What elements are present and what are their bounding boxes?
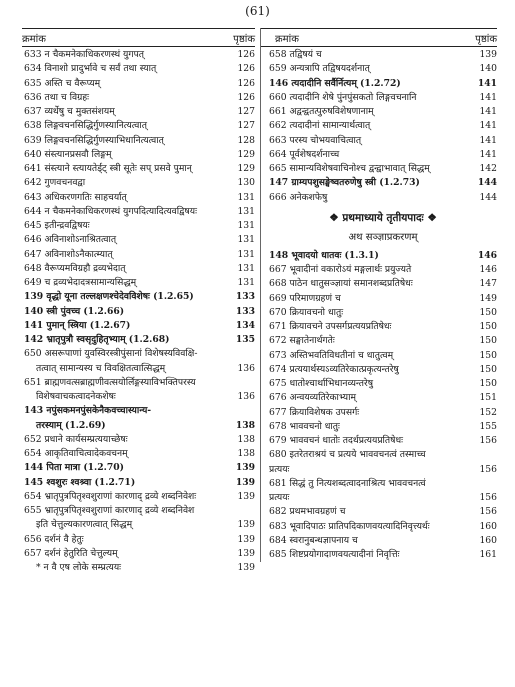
entry-text: 652 प्रधाने कार्यसम्प्रत्ययाच्छेषः <box>24 433 128 445</box>
entry-page: 144 <box>479 191 497 203</box>
index-entry <box>22 404 255 418</box>
entry-page: 126 <box>237 91 255 103</box>
entry-page: 133 <box>235 305 255 317</box>
index-entry <box>269 249 497 263</box>
index-entry <box>269 377 497 391</box>
entry-text: 670 क्रियावचनो धातुः <box>269 306 344 318</box>
entry-page: 141 <box>479 91 497 103</box>
entry-page <box>473 477 497 491</box>
entry-page: 138 <box>237 433 255 445</box>
index-entry <box>22 518 255 532</box>
entry-text: 659 अन्यत्रापि तद्विषयदर्शनात् <box>269 63 370 75</box>
entry-page: 150 <box>479 306 497 318</box>
entry-text: 667 भूवादीनां वकारोऽयं मङ्गलार्थः प्रयुज्यते <box>269 264 412 275</box>
entry-page: 160 <box>479 534 497 546</box>
index-entry <box>22 533 255 547</box>
entry-text: 685 शिष्टप्रयोगादाणवयत्यादीनां निवृत्तिः <box>269 549 400 560</box>
entry-page: 147 <box>479 278 497 290</box>
page-number: (61) <box>245 4 270 18</box>
index-entry <box>269 463 497 477</box>
entry-page: 138 <box>237 448 255 459</box>
index-entry <box>22 447 255 461</box>
entry-text: 654 भ्रातृपुत्रपितृश्वशुराणां कारणाद् द्रव्ये शब्दनिवेशः <box>24 490 197 502</box>
entry-page: 139 <box>237 519 255 531</box>
entry-text: 643 अधिकरणगतिः साहचर्यात् <box>24 191 127 203</box>
entry-page: 141 <box>479 120 497 132</box>
index-entry <box>269 134 497 148</box>
entry-text: 660 त्यदादीनि शेषे पुंनपुंसकतो लिङ्गवचनानि <box>269 91 417 103</box>
index-entry <box>22 262 255 276</box>
entry-page: 134 <box>235 319 255 331</box>
index-entry <box>22 376 255 390</box>
entry-text: 645 इतीन्द्रवद्विषयः <box>24 220 90 231</box>
entry-text: 634 विनाशो प्रादुर्भावे च सर्वं तथा स्यात् <box>24 63 157 75</box>
entry-text: 141 पुमान् स्त्रिया (1.2.67) <box>24 319 131 331</box>
index-entry <box>269 48 497 62</box>
entry-text: 642 गुणवचनवद्वा <box>24 177 86 189</box>
entry-page: 150 <box>479 363 497 375</box>
entry-page: 129 <box>237 163 255 174</box>
index-entry <box>269 148 497 162</box>
entry-text: 145 श्वशुरः श्वश्र्वा (1.2.71) <box>24 476 136 488</box>
entry-text: 672 सङ्घातेनार्थगतेः <box>269 335 335 347</box>
entry-text: 655 भ्रातृपुत्रपितृश्वशुराणां कारणाद् द्रव्ये शब्दनिवेश <box>24 505 195 516</box>
index-entry <box>22 547 255 561</box>
entry-text: प्रत्ययः <box>269 463 290 475</box>
entry-text: 651 ब्राह्मणवत्सब्राह्मणीवत्सयोर्लिङ्गस्याविभक्तिपरस्य <box>24 376 196 388</box>
entry-text: 666 अनेकशफेषु <box>269 191 328 203</box>
index-entry <box>22 191 255 205</box>
index-entry <box>269 306 497 320</box>
entry-page: 131 <box>237 262 255 274</box>
entry-text: 679 भाववचनं धातोः तदर्थप्रत्ययप्रतिषेधः <box>269 435 403 446</box>
left-column <box>22 28 255 575</box>
right-column <box>260 28 497 562</box>
entry-page: 131 <box>237 277 255 288</box>
index-entry <box>269 548 497 562</box>
chapter-section-subtitle: अथ सञ्ज्ञाप्रकरणम् <box>348 231 418 243</box>
entry-page: 156 <box>479 435 497 446</box>
index-entry <box>22 77 255 91</box>
entry-text: 671 क्रियावचने उपसर्गप्रत्ययप्रतिषेधः <box>269 321 392 332</box>
entry-text: 683 भूवादिपाठः प्रातिपदिकाणवयत्यादिनिवृत्त्यर्थः <box>269 520 430 532</box>
entry-page: 131 <box>237 234 255 246</box>
index-entry <box>22 561 255 575</box>
entry-text: 640 संस्त्यानप्रसवौ लिङ्गम् <box>24 148 112 160</box>
index-entry <box>22 105 255 119</box>
entry-text: 657 दर्शनं हेतुरिति चेत्तुल्यम् <box>24 547 118 559</box>
entry-page: 141 <box>479 148 497 160</box>
entry-page: 141 <box>479 134 497 146</box>
entry-page: 138 <box>235 419 255 431</box>
entry-text: 148 भूवादयो धातवः (1.3.1) <box>269 249 379 261</box>
index-entry <box>22 333 255 347</box>
entry-page <box>229 504 255 518</box>
entry-text: तरस्याम् (1.2.69) <box>36 419 106 431</box>
index-entry <box>269 191 497 205</box>
index-entry <box>269 119 497 133</box>
index-entry <box>22 91 255 105</box>
entry-text: 637 व्यर्थेषु च मुक्तसंशयम् <box>24 106 115 117</box>
entry-page: 156 <box>479 492 497 503</box>
index-entry <box>269 520 497 534</box>
index-entry <box>22 205 255 219</box>
entry-text: 147 ग्राम्यपशुसङ्घेष्वतरुणेषु स्त्री (1.2.73) <box>269 177 420 189</box>
entry-page: 150 <box>479 378 497 389</box>
index-entry <box>22 490 255 504</box>
index-entry <box>22 305 255 319</box>
entry-text: 649 च द्रव्यभेदादत्रसामान्यसिद्धम् <box>24 277 137 288</box>
entry-text: 633 न चैकमनेकाधिकरणस्थं युगपत् <box>24 49 145 60</box>
entry-page: 139 <box>235 462 255 474</box>
entry-text: 663 परस्य चोभयवाचित्वात् <box>269 134 362 146</box>
entry-page: 142 <box>479 163 497 174</box>
index-entry <box>22 148 255 162</box>
entry-page: 156 <box>479 463 497 475</box>
entry-text: 665 सामान्यविशेषवाचिनोश्च द्वन्द्वाभावात् सिद्धम् <box>269 163 430 174</box>
entry-text: 650 असरूपाणां युवस्विरस्त्रीपुंसानां विशेषस्यविवक्षि- <box>24 348 198 360</box>
entry-text: 682 प्रथमभावग्रहणं च <box>269 506 346 518</box>
index-entry <box>22 433 255 447</box>
index-entry <box>22 290 255 304</box>
entry-page: 126 <box>237 49 255 60</box>
entry-page <box>473 448 497 462</box>
entry-text: 681 सिद्धं तु नित्यशब्दत्वादनाश्रित्य भाववचनत्वं <box>269 477 426 489</box>
entry-page: 136 <box>237 362 255 374</box>
entry-page: 139 <box>237 562 255 573</box>
entry-text: 661 अद्वन्द्वतत्पुरुषविशेषणानाम् <box>269 106 374 117</box>
index-entry <box>269 406 497 420</box>
entry-page: 150 <box>479 349 497 361</box>
chapter-section-title: ❖ प्रथमाध्याये तृतीयपादः ❖ <box>329 211 437 224</box>
entry-text: 639 लिङ्गवचनसिद्धिर्गुणस्याभिधानित्यत्वात् <box>24 134 164 146</box>
index-entry <box>269 91 497 105</box>
entry-page: 139 <box>479 49 497 60</box>
entry-page: 126 <box>237 77 255 89</box>
entry-text: * न वै एष लोके सम्प्रत्ययः <box>36 562 122 573</box>
index-entry <box>22 233 255 247</box>
entry-page: 135 <box>235 334 255 345</box>
index-entry <box>269 363 497 377</box>
entry-page: 141 <box>477 77 497 89</box>
entry-page: 161 <box>479 549 497 560</box>
entry-text: 677 क्रियाविशेषक उपसर्गः <box>269 406 360 418</box>
entry-page <box>229 376 255 390</box>
index-entry <box>22 162 255 176</box>
entry-page: 146 <box>479 264 497 275</box>
entry-text: 144 पिता मात्रा (1.2.70) <box>24 462 124 474</box>
entry-text: प्रत्ययः <box>269 492 290 503</box>
entry-page <box>229 404 255 418</box>
entry-text: 678 भाववचनो धातुः <box>269 420 340 432</box>
left-entries <box>22 48 255 575</box>
left-table-header <box>22 28 255 47</box>
index-entry <box>22 362 255 376</box>
entry-text: 675 धातोश्चार्थाभिधानव्यन्तरेषु <box>269 378 374 389</box>
index-entry <box>269 391 497 405</box>
entry-page: 156 <box>479 506 497 518</box>
left-header-page: पृष्ठांक <box>233 33 255 45</box>
entry-text: 648 वैरूप्यमविग्रहौ द्रव्यभेदात् <box>24 262 126 274</box>
index-entry <box>269 292 497 306</box>
index-entry <box>269 62 497 76</box>
entry-text: 646 अविनाशोऽनाश्रितत्वात् <box>24 234 117 246</box>
entry-page: 139 <box>237 533 255 545</box>
entry-page: 144 <box>477 177 497 189</box>
entry-page: 131 <box>237 220 255 231</box>
index-entry <box>22 219 255 233</box>
entry-page: 150 <box>479 335 497 347</box>
index-entry <box>269 263 497 277</box>
entry-page: 155 <box>479 420 497 432</box>
index-entry <box>22 176 255 190</box>
entry-page: 131 <box>237 191 255 203</box>
entry-page: 128 <box>237 134 255 146</box>
right-header-page: पृष्ठांक <box>475 33 497 45</box>
entry-text: 638 लिङ्गवचनसिद्धिर्गुणस्यानित्यत्वात् <box>24 120 147 132</box>
index-entry <box>22 48 255 62</box>
entry-page: 139 <box>235 476 255 488</box>
index-entry <box>22 347 255 361</box>
entry-text: 636 तथा च विग्रहः <box>24 91 90 103</box>
index-entry <box>22 390 255 404</box>
index-entry <box>269 176 497 190</box>
entry-text: 146 त्यदादीनि सर्वैर्नित्यम् (1.2.72) <box>269 77 401 89</box>
left-header-serial: क्रमांक <box>22 33 46 45</box>
index-entry <box>22 461 255 475</box>
index-entry <box>269 448 497 462</box>
index-entry <box>269 320 497 334</box>
entry-text: 674 प्रत्ययार्थस्यऽव्यतिरेकात्प्रकृत्यन्तरेषु <box>269 363 399 375</box>
entry-page: 129 <box>237 148 255 160</box>
entry-text: 676 अन्वयव्यतिरेकाभ्याम् <box>269 392 356 404</box>
index-entry <box>269 77 497 91</box>
entry-page: 130 <box>237 177 255 189</box>
index-entry <box>269 349 497 363</box>
entry-text: 673 अस्तिभवतिविधतीनां च धातुत्वम् <box>269 349 394 361</box>
entry-text: 139 वृद्धो यूना तल्लक्षणश्चेदेवविशेषः (1.2.65) <box>24 291 194 303</box>
entry-page: 140 <box>479 63 497 75</box>
index-entry <box>269 434 497 448</box>
entry-text: 142 भ्रातृपुत्रौ स्वसृदुहितृभ्याम् (1.2.68) <box>24 334 170 345</box>
entry-page: 136 <box>237 391 255 402</box>
entry-page: 141 <box>479 106 497 117</box>
entry-text: 658 तद्विषयं च <box>269 49 322 60</box>
index-entry <box>269 534 497 548</box>
entry-text: 641 संस्त्याने स्त्यायतेर्ड्ट् स्त्री सूतेः सप् प्रसवे पुमान् <box>24 163 192 174</box>
index-entry <box>22 119 255 133</box>
index-entry <box>269 162 497 176</box>
index-entry <box>22 419 255 433</box>
entry-text: 664 पूर्वशेषदर्शनाच्च <box>269 148 340 160</box>
entry-text: 140 स्त्री पुंवच्च (1.2.66) <box>24 305 125 317</box>
index-entry <box>269 505 497 519</box>
entry-text: 644 न चैकमनेकाधिकरणस्थं युगपदित्यादित्यवद्विषयः <box>24 205 197 217</box>
entry-text: 669 परिमाणग्रहणं च <box>269 292 341 304</box>
entry-text: 143 नपुंसकमनपुंसकेनैकवच्चास्यान्य- <box>24 405 152 417</box>
entry-page: 133 <box>235 291 255 303</box>
entry-page: 150 <box>479 321 497 332</box>
index-entry <box>22 476 255 490</box>
entry-text: 647 अविनाशोऽनैकात्म्यात् <box>24 248 113 260</box>
entry-text: विशेषवाचकत्वादनेकशेषः <box>36 391 116 402</box>
index-entry <box>269 277 497 291</box>
entry-text: तत्वात् सामान्यस्य च विवक्षितत्वात्सिद्धम् <box>36 362 166 374</box>
entry-page: 127 <box>237 120 255 132</box>
entry-page: 139 <box>237 490 255 502</box>
entry-text: 656 दर्शनं वै हेतुः <box>24 533 84 545</box>
entry-text: इति चेत्तुल्यकारणत्वात् सिद्धम् <box>36 519 133 531</box>
right-header-serial: क्रमांक <box>275 33 299 45</box>
right-entries-bottom <box>261 249 497 563</box>
entry-page: 160 <box>479 520 497 532</box>
index-entry <box>22 504 255 518</box>
entry-page: 149 <box>479 292 497 304</box>
entry-page: 131 <box>237 205 255 217</box>
entry-page: 146 <box>477 249 497 261</box>
index-entry <box>22 134 255 148</box>
entry-text: 662 त्यदादीनां सामान्यार्थत्वात् <box>269 120 371 132</box>
entry-page <box>229 347 255 361</box>
entry-page: 127 <box>237 106 255 117</box>
entry-text: 684 स्वरानुबन्धज्ञापनाय च <box>269 534 358 546</box>
index-entry <box>269 420 497 434</box>
entry-text: 654 आकृतिवाचित्वादेकवचनम् <box>24 448 128 459</box>
entry-text: 635 अस्ति च वैरूप्यम् <box>24 77 101 89</box>
right-entries-top <box>261 48 497 205</box>
entry-page: 152 <box>479 406 497 418</box>
entry-text: 668 पाठेन धातुसञ्ज्ञायां समानशब्दप्रतिषेधः <box>269 278 413 290</box>
entry-page: 151 <box>479 392 497 404</box>
right-table-header <box>261 28 497 47</box>
index-entry <box>269 477 497 491</box>
index-entry <box>22 319 255 333</box>
entry-page: 131 <box>237 248 255 260</box>
index-entry <box>22 248 255 262</box>
entry-text: 680 इतरेतराश्रयं च प्रत्यये भाववचनत्वं तस्माच्च <box>269 449 426 461</box>
index-entry <box>269 334 497 348</box>
index-entry <box>269 105 497 119</box>
index-entry <box>22 276 255 290</box>
entry-page: 139 <box>237 547 255 559</box>
entry-page: 126 <box>237 63 255 75</box>
index-entry <box>22 62 255 76</box>
index-entry <box>269 491 497 505</box>
